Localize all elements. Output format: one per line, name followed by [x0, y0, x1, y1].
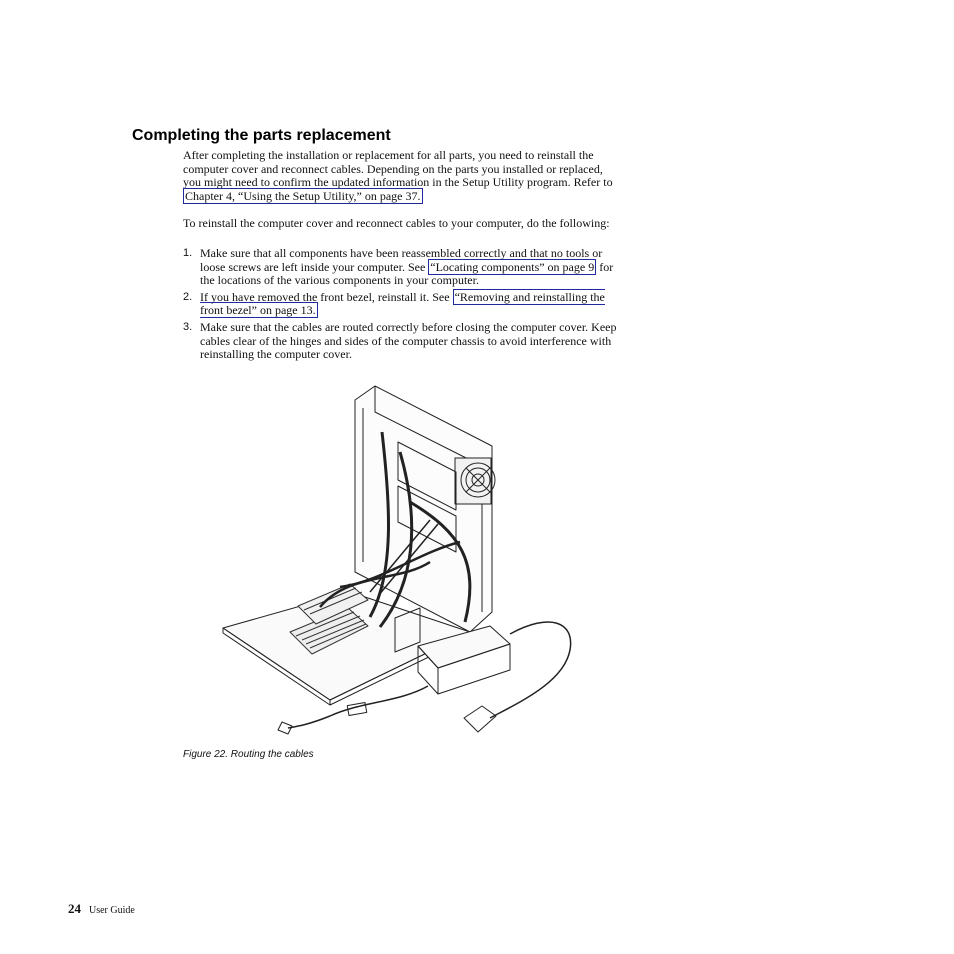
- step-3: [183, 321, 623, 362]
- steps-list: [183, 247, 623, 365]
- step-number: 2.: [183, 290, 193, 303]
- footer-title: User Guide: [89, 905, 135, 916]
- intro-text: After completing the installation or replacement for all parts, you need to reinstall the computer cover and reconnect cables. Depending on the parts you installed or replaced, you might need to confirm the updated information in the Setup Utility program. Refer to: [183, 148, 613, 190]
- page-number: 24: [68, 901, 81, 916]
- setup-utility-link[interactable]: Chapter 4, “Using the Setup Utility,” on page 37.: [185, 188, 421, 203]
- step-number: 3.: [183, 320, 193, 333]
- step-number: 1.: [183, 247, 193, 259]
- step-text: Make sure that the cables are routed correctly before closing the computer cover. Keep cables clear of the hinges and sides of the computer chassis to avoid interference with reinstalling the computer cover.: [200, 319, 617, 362]
- locating-components-link[interactable]: “Locating components” on page 9: [430, 259, 595, 274]
- section-heading: Completing the parts replacement: [132, 127, 391, 144]
- step-text: If you have removed the front bezel, reinstall it. See: [200, 289, 453, 304]
- step-text: for the locations of the various components in your computer.: [200, 259, 614, 288]
- cable-routing-illustration: [220, 382, 580, 742]
- step-1: [183, 247, 623, 288]
- page-footer: [68, 901, 135, 917]
- instructions-paragraph: To reinstall the computer cover and reconnect cables to your computer, do the following:: [183, 216, 610, 230]
- intro-paragraph: [183, 149, 623, 203]
- front-bezel-link[interactable]: “Removing and reinstalling the front bezel” on page 13.: [200, 289, 605, 318]
- step-2: [183, 291, 623, 318]
- step-text: Make sure that all components have been reassembled correctly and that no tools or loose screws are left inside your computer. See: [200, 246, 603, 274]
- figure-caption: Figure 22. Routing the cables: [183, 749, 314, 760]
